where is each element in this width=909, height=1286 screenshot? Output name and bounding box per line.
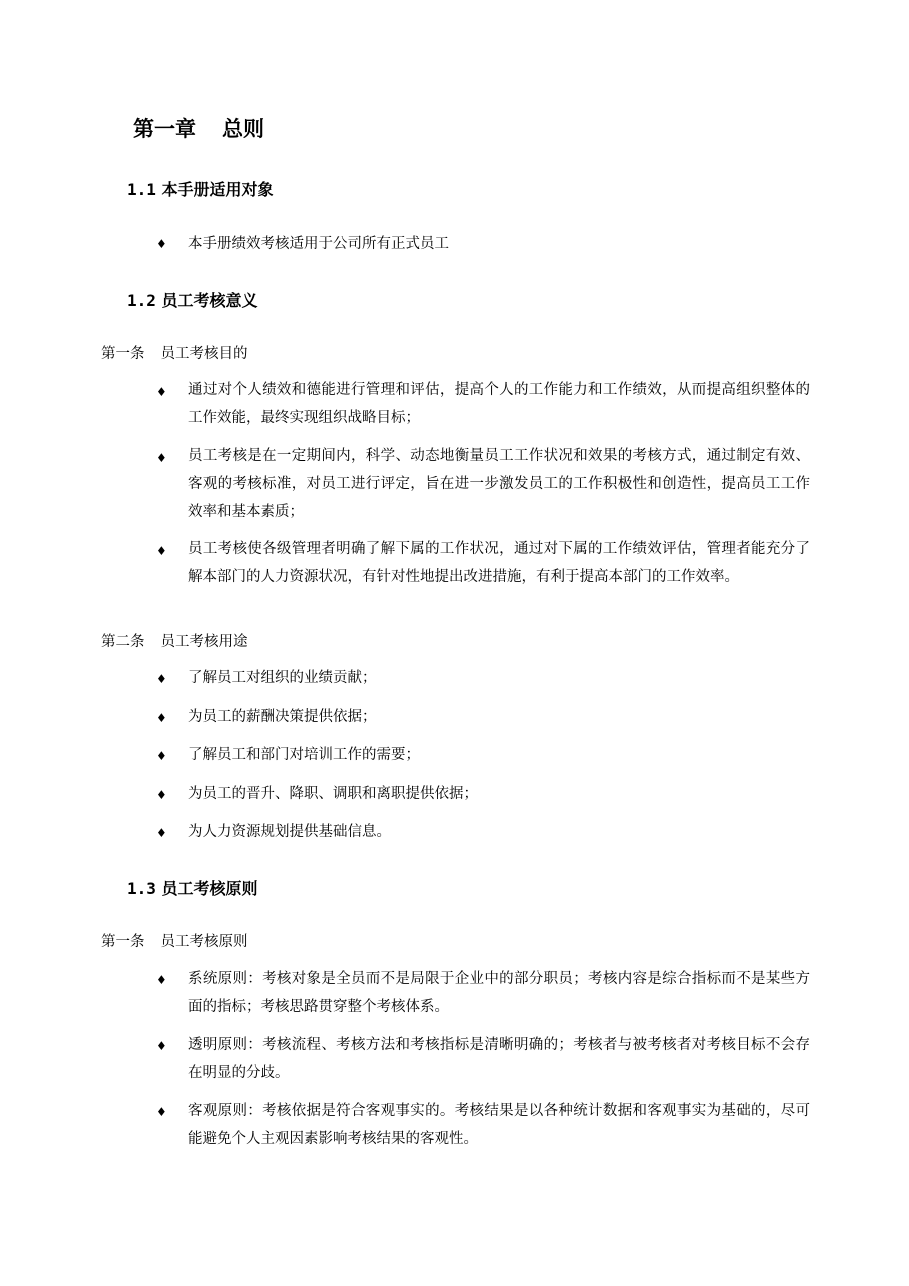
list-item: 为员工的薪酬决策提供依据；: [188, 709, 377, 725]
article-label: 第二条: [101, 634, 145, 650]
list-item: 员工考核是在一定期间内，科学、动态地衡量员工工作状况和效果的考核方式，通过制定有效、客观的考核标准，对员工进行评定，旨在进一步激发员工的工作积极性和创造性，提高员工工作效率和基本素质；: [188, 448, 810, 520]
article-heading: [101, 932, 248, 952]
bullet-diamond-icon: ♦: [156, 711, 167, 725]
list-item: 本手册绩效考核适用于公司所有正式员工: [188, 236, 449, 252]
chapter-title: 总则: [222, 117, 264, 141]
list-item: 透明原则：考核流程、考核方法和考核指标是清晰明确的；考核者与被考核者对考核目标不会存在明显的分歧。: [188, 1037, 810, 1081]
list-item: 了解员工和部门对培训工作的需要；: [188, 747, 420, 763]
list-item: 为人力资源规划提供基础信息。: [188, 824, 391, 840]
section-heading-1-3: [127, 879, 258, 899]
bullet-diamond-icon: ♦: [156, 672, 167, 686]
bullet-diamond-icon: ♦: [156, 451, 167, 465]
section-number: 1.1: [127, 180, 156, 199]
bullet-diamond-icon: ♦: [156, 544, 167, 558]
section-heading-1-1: [127, 180, 274, 200]
article-title: 员工考核目的: [160, 346, 248, 362]
list-item: 通过对个人绩效和德能进行管理和评估，提高个人的工作能力和工作绩效，从而提高组织整体的工作效能，最终实现组织战略目标；: [188, 382, 810, 426]
section-heading-1-2: [127, 291, 258, 311]
bullet-diamond-icon: ♦: [156, 237, 167, 251]
article-label: 第一条: [101, 346, 145, 362]
chapter-number: 第一章: [133, 117, 196, 141]
section-title: 员工考核原则: [161, 879, 258, 898]
bullet-diamond-icon: ♦: [156, 1039, 167, 1053]
list-item: 了解员工对组织的业绩贡献；: [188, 670, 377, 686]
list-item: 为员工的晋升、降职、调职和离职提供依据；: [188, 786, 478, 802]
bullet-diamond-icon: ♦: [156, 749, 167, 763]
chapter-heading: [133, 116, 264, 142]
bullet-diamond-icon: ♦: [156, 973, 167, 987]
article-heading: [101, 344, 248, 364]
section-title: 本手册适用对象: [161, 180, 274, 199]
bullet-diamond-icon: ♦: [156, 788, 167, 802]
bullet-diamond-icon: ♦: [156, 1105, 167, 1119]
list-item: 员工考核使各级管理者明确了解下属的工作状况，通过对下属的工作绩效评估，管理者能充分了解本部门的人力资源状况，有针对性地提出改进措施，有利于提高本部门的工作效率。: [188, 541, 810, 585]
article-title: 员工考核用途: [160, 634, 248, 650]
list-item: 系统原则：考核对象是全员而不是局限于企业中的部分职员；考核内容是综合指标而不是某些方面的指标；考核思路贯穿整个考核体系。: [188, 971, 810, 1015]
bullet-diamond-icon: ♦: [156, 385, 167, 399]
article-heading: [101, 632, 248, 652]
section-number: 1.2: [127, 291, 156, 310]
article-title: 员工考核原则: [160, 934, 248, 950]
article-label: 第一条: [101, 934, 145, 950]
bullet-diamond-icon: ♦: [156, 826, 167, 840]
section-title: 员工考核意义: [161, 291, 258, 310]
section-number: 1.3: [127, 879, 156, 898]
list-item: 客观原则：考核依据是符合客观事实的。考核结果是以各种统计数据和客观事实为基础的，尽可能避免个人主观因素影响考核结果的客观性。: [188, 1103, 810, 1147]
